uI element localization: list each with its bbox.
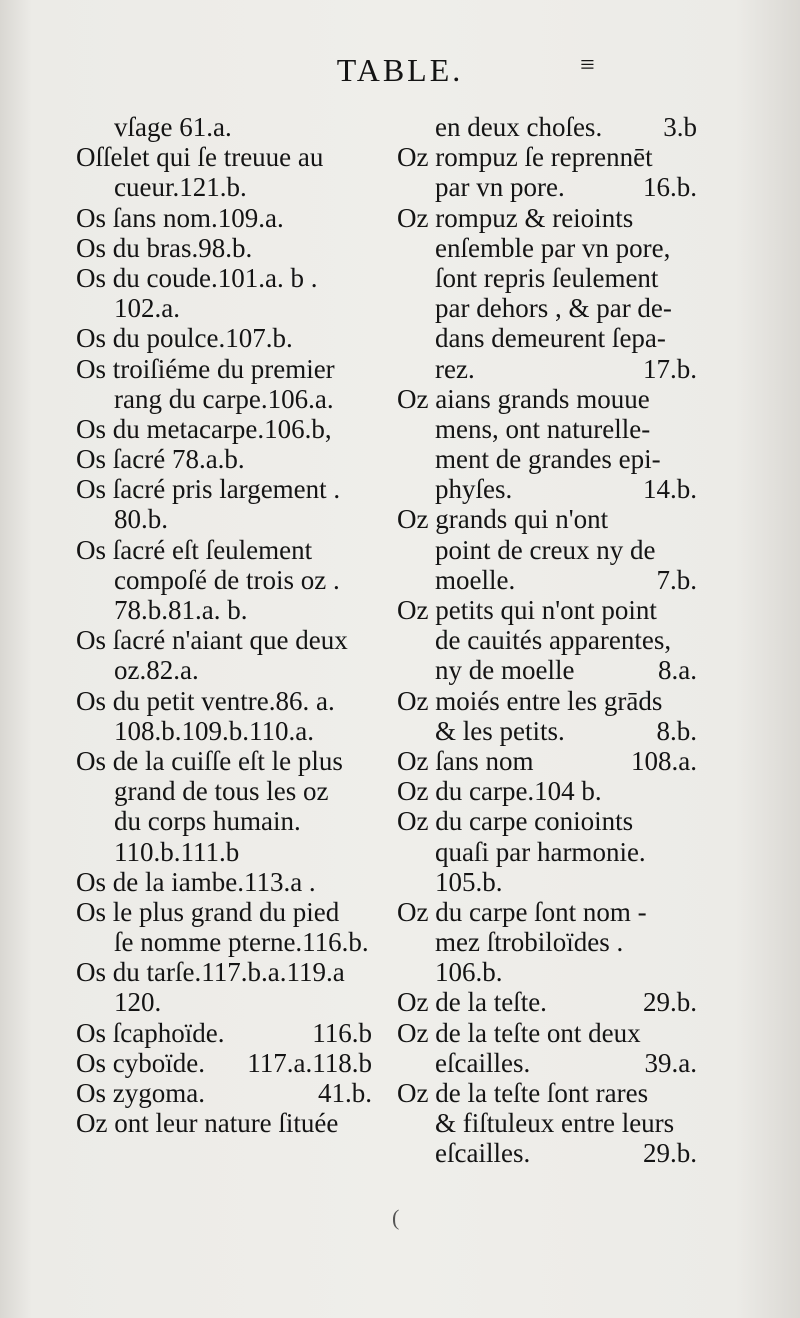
index-entry-line (397, 323, 697, 353)
entry-reference: 117.a.118.b (247, 1047, 372, 1078)
entry-text: Oz rompuz ſe reprennēt (397, 142, 653, 173)
entry-reference (689, 384, 697, 414)
entry-text: de cauités apparentes, (435, 625, 672, 656)
entry-reference (364, 233, 372, 263)
entry-reference (689, 142, 697, 172)
entry-reference (364, 897, 372, 927)
entry-text: ſont repris ſeulement (435, 262, 659, 293)
index-entry-line (397, 897, 697, 927)
entry-text: 120. (114, 987, 162, 1018)
entry-text: ny de moelle (435, 655, 575, 686)
index-entry-line (397, 1048, 697, 1078)
index-entry-line (76, 686, 372, 716)
index-entry-line (397, 1138, 697, 1168)
entry-reference (364, 837, 372, 867)
entry-text: rez. (435, 353, 475, 384)
index-entry-line (397, 595, 697, 625)
entry-text: 106.b. (435, 957, 503, 988)
entry-reference (364, 414, 372, 444)
index-entry-line (397, 625, 697, 655)
entry-reference (689, 203, 697, 233)
index-entry-line (76, 263, 372, 293)
entry-text: 80.b. (114, 504, 168, 535)
entry-text: 102.a. (114, 293, 180, 324)
index-entry-line (76, 655, 372, 685)
entry-reference (689, 535, 697, 565)
entry-text: eſcailles. (435, 1138, 531, 1169)
index-entry-line (76, 746, 372, 776)
index-entry-line (397, 806, 697, 836)
entry-reference: 8.a. (658, 655, 697, 686)
index-entry-line (76, 142, 372, 172)
entry-text: Os de la iambe.113.a . (76, 866, 316, 897)
entry-text: Os du bras.98.b. (76, 232, 253, 263)
index-entry-line (76, 323, 372, 353)
entry-reference (364, 504, 372, 534)
entry-reference (689, 957, 697, 987)
entry-reference (364, 686, 372, 716)
entry-reference (364, 112, 372, 142)
entry-text: enſemble par vn pore, (435, 232, 671, 263)
index-entry-line (76, 233, 372, 263)
entry-text: Os troiſiéme du premier (76, 353, 335, 384)
entry-reference (689, 897, 697, 927)
entry-reference (364, 293, 372, 323)
entry-text: Oz aians grands mouue (397, 383, 650, 414)
entry-text: Oz de la teſte ont deux (397, 1017, 641, 1048)
entry-text: vſage 61.a. (114, 112, 232, 142)
entry-reference: 8.b. (656, 715, 697, 746)
entry-text: Os zygoma. (76, 1078, 205, 1108)
entry-reference: 108.a. (631, 745, 697, 776)
entry-reference (689, 233, 697, 263)
entry-reference (364, 1108, 372, 1138)
entry-reference (364, 776, 372, 806)
entry-text: cueur.121.b. (114, 172, 247, 203)
entry-reference: 41.b. (318, 1078, 372, 1108)
index-entry-line (397, 776, 697, 806)
entry-text: grand de tous les oz (114, 776, 329, 807)
entry-text: 108.b.109.b.110.a. (114, 715, 314, 746)
index-entry-line (397, 867, 697, 897)
entry-text: Os ſacré eſt ſeulement (76, 534, 313, 565)
index-entry-line (76, 1078, 372, 1108)
index-entry-line (397, 414, 697, 444)
entry-reference (364, 987, 372, 1017)
entry-reference: 29.b. (643, 1138, 697, 1169)
entry-text: 78.b.81.a. b. (114, 595, 248, 625)
index-entry-line (76, 987, 372, 1017)
index-entry-line (397, 837, 697, 867)
entry-text: du corps humain. (114, 806, 301, 837)
entry-text: Oz moiés entre les grāds (397, 685, 663, 716)
index-entry-line (76, 1048, 372, 1078)
index-entry-line (397, 384, 697, 414)
entry-text: Oz rompuz & reioints (397, 202, 634, 233)
entry-reference (364, 474, 372, 504)
entry-text: & les petits. (435, 715, 565, 746)
entry-text: Os ſacré pris largement . (76, 474, 341, 505)
entry-text: mez ſtrobiloïdes . (435, 927, 624, 958)
index-entry-line (76, 1018, 372, 1048)
entry-reference (364, 806, 372, 836)
entry-text: Os du poulce.107.b. (76, 323, 293, 354)
entry-reference (364, 172, 372, 202)
entry-reference: 39.a. (644, 1047, 697, 1078)
index-column-right (397, 112, 697, 1169)
index-entry-line (76, 112, 372, 142)
entry-text: quaſi par harmonie. (435, 836, 646, 867)
entry-text: par dehors , & par de- (435, 293, 672, 324)
index-entry-line (76, 595, 372, 625)
page-title: TABLE. (336, 52, 464, 88)
entry-reference: 14.b. (643, 474, 697, 505)
entry-reference (689, 837, 697, 867)
entry-reference (364, 716, 372, 746)
entry-reference (689, 444, 697, 474)
entry-reference (689, 504, 697, 534)
index-entry-line (76, 203, 372, 233)
entry-text: Os du tarſe.117.b.a.119.a (76, 957, 345, 988)
index-entry-line (397, 444, 697, 474)
index-entry-line (76, 474, 372, 504)
entry-reference: 7.b. (656, 564, 697, 595)
entry-text: oz.82.a. (114, 655, 199, 686)
entry-reference (364, 957, 372, 987)
index-entry-line (397, 233, 697, 263)
index-entry-line (76, 625, 372, 655)
entry-reference (689, 323, 697, 353)
index-entry-line (76, 927, 372, 957)
entry-reference (364, 354, 372, 384)
index-entry-line (397, 142, 697, 172)
entry-text: ſe nomme pterne.116.b. (114, 927, 369, 958)
entry-text: mens, ont naturelle- (435, 413, 651, 444)
entry-reference (364, 746, 372, 776)
entry-text: 105.b. (435, 866, 503, 897)
entry-reference (689, 414, 697, 444)
entry-reference: 29.b. (643, 987, 697, 1018)
entry-reference (689, 927, 697, 957)
entry-text: Os du metacarpe.106.b, (76, 413, 332, 444)
entry-text: ment de grandes epi- (435, 444, 661, 475)
entry-text: Oz de la teſte ſont rares (397, 1078, 649, 1108)
index-entry-line (76, 504, 372, 534)
entry-text: Os du coude.101.a. b . (76, 262, 318, 293)
entry-reference (364, 565, 372, 595)
entry-reference (689, 1108, 697, 1138)
entry-reference (364, 535, 372, 565)
index-entry-line (397, 504, 697, 534)
entry-reference (364, 384, 372, 414)
entry-reference (689, 595, 697, 625)
entry-text: Oz ſans nom (397, 745, 534, 776)
index-entry-line (397, 535, 697, 565)
index-entry-line (397, 1108, 697, 1138)
margin-mark: ( (392, 1205, 400, 1230)
entry-text: moelle. (435, 564, 516, 595)
entry-text: dans demeurent ſepa- (435, 323, 666, 354)
entry-reference (689, 625, 697, 655)
index-entry-line (76, 565, 372, 595)
index-entry-line (397, 172, 697, 202)
entry-text: Os de la cuiſſe eſt le plus (76, 745, 343, 776)
entry-reference: 3.b (663, 112, 697, 142)
entry-reference (689, 263, 697, 293)
entry-reference (364, 595, 372, 625)
entry-reference: 16.b. (643, 172, 697, 203)
entry-text: Os cyboïde. (76, 1047, 205, 1078)
entry-reference (364, 625, 372, 655)
index-entry-line (76, 384, 372, 414)
entry-text: Os ſans nom.109.a. (76, 202, 284, 233)
entry-text: point de creux ny de (435, 534, 656, 565)
index-entry-line (76, 535, 372, 565)
index-entry-line (397, 354, 697, 384)
index-entry-line (76, 837, 372, 867)
index-column-left (76, 112, 372, 1138)
entry-reference (689, 867, 697, 897)
index-entry-line (76, 806, 372, 836)
entry-reference (364, 263, 372, 293)
entry-text: Oz grands qui n'ont (397, 504, 609, 535)
entry-text: Oz du carpe.104 b. (397, 776, 602, 807)
entry-text: compoſé de trois oz . (114, 564, 340, 595)
entry-text: & fiſtuleux entre leurs (435, 1108, 675, 1139)
entry-reference (369, 927, 377, 957)
entry-reference (689, 806, 697, 836)
index-entry-line (397, 112, 697, 142)
entry-text: Os ſacré n'aiant que deux (76, 625, 348, 656)
entry-reference (689, 1078, 697, 1108)
index-entry-line (397, 957, 697, 987)
index-entry-line (76, 716, 372, 746)
entry-reference (364, 867, 372, 897)
page-mark: ≡ (580, 50, 595, 79)
entry-text: Oz ont leur nature ſituée (76, 1108, 339, 1139)
index-entry-line (76, 867, 372, 897)
index-entry-line (397, 1018, 697, 1048)
index-entry-line (397, 987, 697, 1017)
entry-reference (689, 776, 697, 806)
index-entry-line (397, 927, 697, 957)
index-entry-line (76, 1108, 372, 1138)
index-entry-line (76, 957, 372, 987)
index-entry-line (397, 716, 697, 746)
index-entry-line (397, 565, 697, 595)
entry-text: Oſſelet qui ſe treuue au (76, 142, 324, 173)
entry-text: Oz du carpe conioints (397, 806, 634, 837)
index-entry-line (397, 686, 697, 716)
entry-text: Oz petits qui n'ont point (397, 595, 657, 625)
index-entry-line (76, 776, 372, 806)
index-entry-line (76, 293, 372, 323)
index-entry-line (76, 414, 372, 444)
entry-text: rang du carpe.106.a. (114, 383, 334, 414)
entry-reference (364, 203, 372, 233)
entry-text: 110.b.111.b (114, 836, 240, 867)
index-entry-line (76, 172, 372, 202)
index-entry-line (397, 655, 697, 685)
index-entry-line (397, 474, 697, 504)
entry-reference (364, 655, 372, 685)
entry-text: eſcailles. (435, 1047, 531, 1078)
entry-text: Oz du carpe ſont nom - (397, 896, 647, 927)
entry-reference: 17.b. (643, 353, 697, 384)
entry-text: phyſes. (435, 474, 513, 505)
entry-reference: 116.b (312, 1017, 372, 1048)
entry-reference (364, 323, 372, 353)
index-entry-line (397, 1078, 697, 1108)
index-entry-line (397, 203, 697, 233)
index-entry-line (397, 746, 697, 776)
entry-reference (364, 142, 372, 172)
entry-text: Oz de la teſte. (397, 987, 547, 1018)
entry-reference (689, 293, 697, 323)
index-entry-line (397, 263, 697, 293)
entry-reference (689, 1018, 697, 1048)
index-entry-line (397, 293, 697, 323)
index-entry-line (76, 444, 372, 474)
entry-text: par vn pore. (435, 172, 565, 203)
entry-text: Os le plus grand du pied (76, 896, 340, 927)
entry-text: Os ſacré 78.a.b. (76, 444, 245, 475)
entry-reference (689, 686, 697, 716)
entry-reference (364, 444, 372, 474)
entry-text: Os du petit ventre.86. a. (76, 685, 335, 716)
index-entry-line (76, 354, 372, 384)
entry-text: Os ſcaphoïde. (76, 1017, 225, 1048)
index-entry-line (76, 897, 372, 927)
entry-text: en deux choſes. (435, 112, 603, 142)
